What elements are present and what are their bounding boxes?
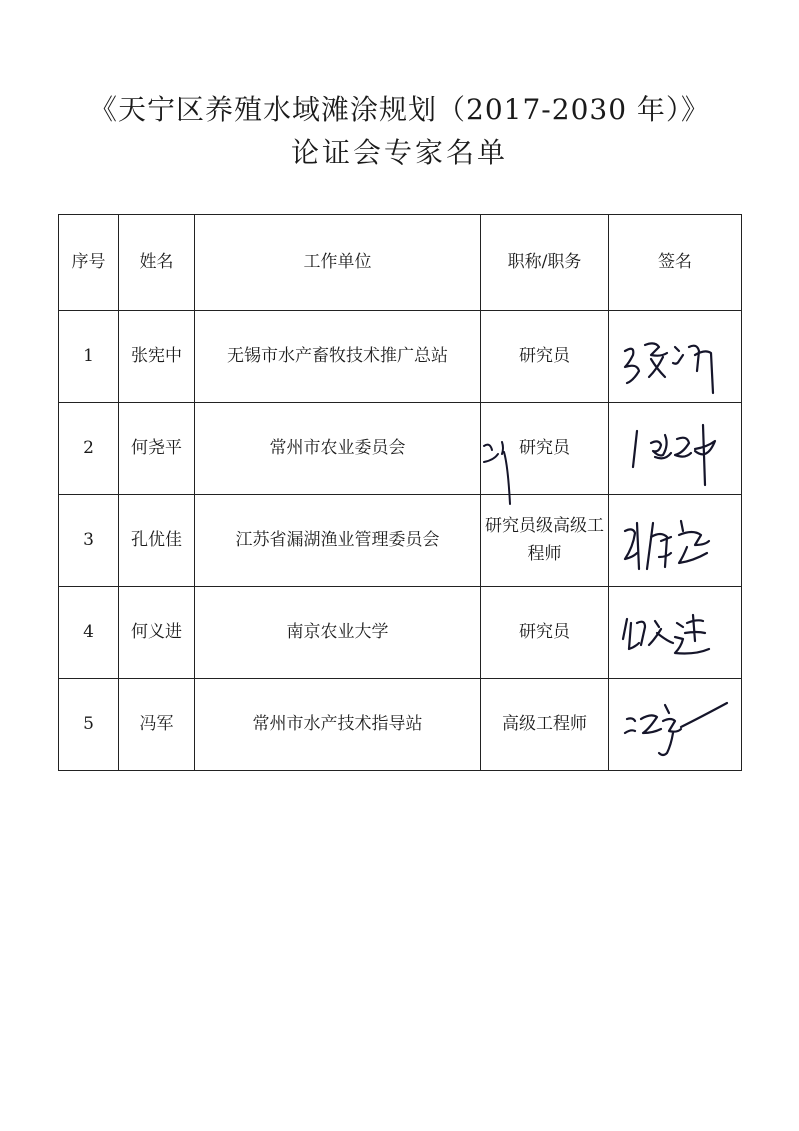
document-title: 《天宁区养殖水域滩涂规划（2017-2030 年）》 bbox=[89, 93, 710, 126]
row-unit: 江苏省漏湖渔业管理委员会 bbox=[195, 495, 481, 587]
row-title: 研究员 bbox=[481, 311, 609, 403]
handwritten-signature bbox=[615, 685, 735, 765]
handwritten-signature bbox=[615, 501, 735, 581]
header-signature: 签名 bbox=[609, 215, 742, 311]
row-index: 2 bbox=[59, 403, 119, 495]
handwritten-signature bbox=[615, 317, 735, 397]
handwritten-mark bbox=[480, 432, 520, 512]
row-signature bbox=[609, 403, 742, 495]
document-subtitle: 论证会专家名单 bbox=[290, 136, 508, 169]
table-row bbox=[59, 403, 742, 495]
row-signature bbox=[609, 495, 742, 587]
row-title: 研究员 bbox=[481, 403, 609, 495]
handwritten-signature bbox=[615, 593, 735, 673]
header-unit: 工作单位 bbox=[195, 215, 481, 311]
header-name: 姓名 bbox=[119, 215, 195, 311]
row-index: 4 bbox=[59, 587, 119, 679]
row-signature bbox=[609, 587, 742, 679]
row-index: 1 bbox=[59, 311, 119, 403]
row-index: 3 bbox=[59, 495, 119, 587]
row-title: 研究员 bbox=[481, 587, 609, 679]
row-name: 何尧平 bbox=[119, 403, 195, 495]
row-name: 冯军 bbox=[119, 679, 195, 771]
row-signature bbox=[609, 679, 742, 771]
table-row bbox=[59, 495, 742, 587]
row-unit: 常州市水产技术指导站 bbox=[195, 679, 481, 771]
row-signature bbox=[609, 311, 742, 403]
expert-list-table bbox=[58, 214, 742, 771]
header-title: 职称/职务 bbox=[481, 215, 609, 311]
table-row bbox=[59, 679, 742, 771]
row-name: 何义进 bbox=[119, 587, 195, 679]
table-row bbox=[59, 587, 742, 679]
handwritten-signature bbox=[615, 409, 735, 489]
row-name: 孔优佳 bbox=[119, 495, 195, 587]
row-title: 高级工程师 bbox=[481, 679, 609, 771]
row-index: 5 bbox=[59, 679, 119, 771]
row-unit: 南京农业大学 bbox=[195, 587, 481, 679]
row-unit: 常州市农业委员会 bbox=[195, 403, 481, 495]
header-index: 序号 bbox=[59, 215, 119, 311]
row-title: 研究员级高级工程师 bbox=[481, 495, 609, 587]
row-unit: 无锡市水产畜牧技术推广总站 bbox=[195, 311, 481, 403]
table-row bbox=[59, 311, 742, 403]
table-header-row bbox=[59, 215, 742, 311]
row-name: 张宪中 bbox=[119, 311, 195, 403]
